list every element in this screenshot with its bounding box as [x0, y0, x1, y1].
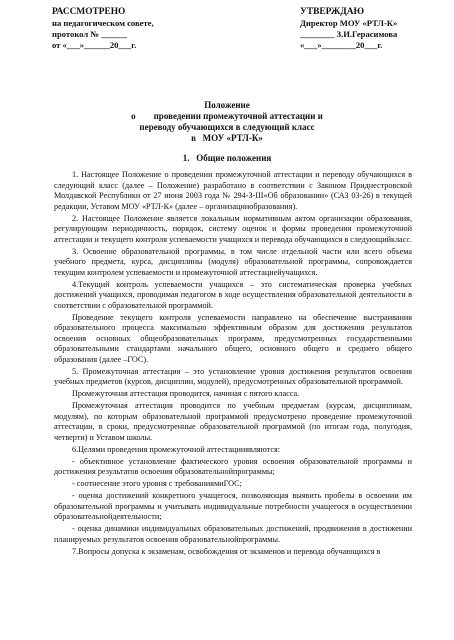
list-item: - соотнесение этого уровня с требованиямиГОС;: [72, 479, 242, 488]
paragraph: 4.Текущий контроль успеваемости учащихся – это систематическая проверка учебных достижений учащихся, проводимая педагогом в ходе осуществления образовательной деятельности в соответствии с образовательной программой.: [54, 279, 412, 310]
document-body: [54, 170, 412, 559]
list-item: - объективное установление фактического уровня освоения образовательной программы и достижения результатов освоения образовательнойпрограммы;: [54, 456, 412, 476]
title-line-4: в МОУ «РТЛ-К»: [191, 133, 263, 143]
paragraph: 6.Целями проведения промежуточной аттестацииявляются:: [72, 444, 281, 454]
paragraph: 3. Освоение образовательной программы, в том числе отдельной части или всего объема учебного предмета, курса, дисциплины (модуля) образовательной программы, сопровождается текущим контролем успеваемости и промежуточной аттестациейучащихся.: [54, 246, 412, 277]
considered-title: РАССМОТРЕНО: [52, 7, 126, 17]
paragraph: 2. Настоящее Положение является локальным нормативным актом организации образования, регулирующим периодичность, порядок, систему оценок и формы проведения промежуточной аттестации и текущего контроля успеваемости учащихся и перевода обучающихся в следующийкласс.: [54, 213, 413, 244]
paragraph: Промежуточная аттестация проводится, начиная с пятого класса.: [72, 389, 300, 398]
approved-title: УТВЕРЖДАЮ: [300, 7, 365, 17]
approval-date-line: «___»________20___г.: [300, 40, 383, 50]
title-line-2: о проведении промежуточной аттестации и: [131, 111, 323, 121]
paragraph: 1. Настоящее Положение о проведении промежуточной аттестации и переводу обучающихся в следующий класс (далее – Положение) разработано в соответствии с Законом Приднестровской Молдавской Республики от 27 июня 2003 года № 294-З-III«Об образовании» (САЗ 03-26) в текущей редакции, Уставом МОУ «РТЛ-К» (далее – организацииобразования).: [54, 170, 412, 211]
council-line: на педагогическом совете,: [52, 18, 154, 28]
list-item: - оценка динамики индивидуальных образовательных достижений, продвижения в достижении планируемых результатов освоения образовательнойпрограммы.: [54, 524, 412, 544]
considered-block: [52, 7, 222, 51]
list-item: - оценка достижений конкретного учащегося, позволяющая выявить пробелы в освоении им образовательной программы и учитывать индивидуальные потребности учащегося в осуществлении образовательнойдеятельности;: [54, 491, 412, 521]
date-line: от «___»______20___г.: [52, 40, 137, 50]
title-line-1: Положение: [204, 100, 250, 110]
protocol-line: протокол № ______: [52, 29, 127, 39]
paragraph: Проведение текущего контроля успеваемости направлено на обеспечение выстраивания образовательного процесса максимально эффективным образом для достижения результатов освоения основных общеобразовательных программ, предусмотренных государственными образовательными стандартами начального общего, основного общего и среднего общего образования (далее –ГОС).: [54, 312, 412, 364]
approved-block: [300, 7, 450, 51]
paragraph: Промежуточная аттестация проводится по учебным предметам (курсам, дисциплинам, модулям), по которым образовательной программой предусмотрено проведение промежуточной аттестации, в сроки, предусмотренные образовательной программой (по итогам года, полугодия, четверти) и Уставом школы.: [54, 401, 412, 442]
paragraph: 5. Промежуточная аттестация – это установление уровня достижения результатов освоения учебных предметов (курсов, дисциплин, модулей), предусмотренных образовательной программой.: [54, 366, 412, 386]
signature-line: ________ З.И.Герасимова: [300, 29, 398, 39]
paragraph: 7.Вопросы допуска к экзаменам, освобождения от экзаменов и перевода обучающихся в: [72, 546, 381, 556]
document-title: [60, 100, 394, 144]
director-line: Директор МОУ «РТЛ-К»: [300, 18, 398, 28]
title-line-3: переводу обучающихся в следующий класс: [139, 122, 315, 132]
section-heading: 1. Общие положения: [182, 153, 272, 163]
